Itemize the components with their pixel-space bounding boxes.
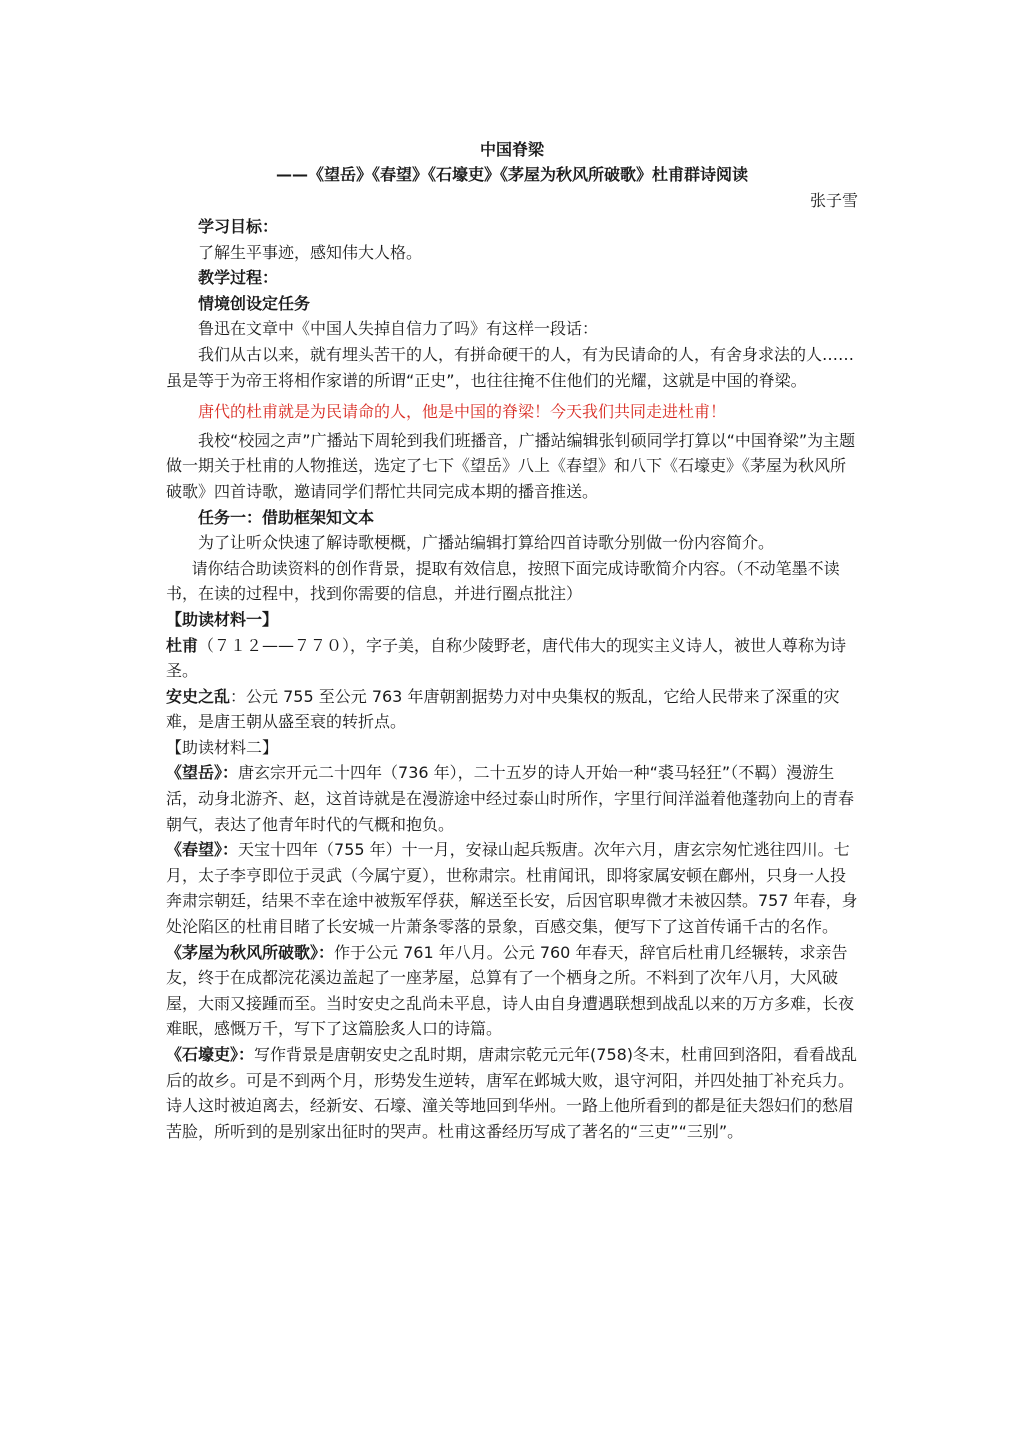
process-heading: 教学过程： — [198, 268, 279, 288]
goal-heading: 学习目标： — [198, 217, 279, 236]
task1-heading: 任务一：借助框架知文本 — [198, 507, 375, 527]
shihaoli-text: 写作背景是唐朝安史之乱时期，唐肃宗乾元元年(758)冬末，杜甫回到洛阳，看看战乱后的故乡。可是不到两个月，形势发生逆转，唐军在邺城大败，退守河阳，并四处抽丁补充兵力。诗人这时被迫离去，经新安、石壕、潼关等地回到华州。一路上他所看到的都是征夫怨妇们的愁眉苦脸，所听到的是别家出征时的哭声。杜甫这番经历写成了著名的“三吏”“三别”。 — [166, 1045, 858, 1141]
document-page — [166, 138, 858, 1144]
material2-item-wangyue — [166, 760, 858, 837]
anshi-text: ：公元 755 至公元 763 年唐朝割据势力对中央集权的叛乱，它给人民带来了深重的灾难，是唐王朝从盛至衰的转折点。 — [166, 686, 840, 732]
chunwang-term: 《春望》： — [166, 840, 239, 860]
material2-item-shihaoli — [166, 1042, 858, 1144]
material2-item-chunwang — [166, 837, 858, 939]
task1-instruction: 请你结合助读资料的创作背景，提取有效信息，按照下面完成诗歌简介内容。（不动笔墨不读书，在读的过程中，找到你需要的信息，并进行圈点批注） — [166, 558, 840, 604]
luxun-intro: 鲁迅在文章中《中国人失掉自信力了吗》有这样一段话： — [198, 319, 599, 339]
shihaoli-term: 《石壕吏》： — [166, 1045, 255, 1064]
material2-item-maowu — [166, 940, 858, 1042]
material2-heading: 【助读材料二】 — [166, 737, 279, 757]
wangyue-text: 唐玄宗开元二十四年（736 年），二十五岁的诗人开始一种“裘马轻狂”（不羁）漫游生活，动身北游齐、赵，这首诗就是在漫游途中经过泰山时所作，字里行间洋溢着他蓬勃向上的青春朝气，表达了他青年时代的气概和抱负。 — [166, 763, 855, 834]
task1-text: 为了让听众快速了解诗歌梗概，广播站编辑打算给四首诗歌分别做一份内容简介。 — [198, 533, 775, 553]
doc-author: 张子雪 — [809, 191, 858, 210]
material1-dufu — [166, 633, 858, 684]
luxun-quote: 我们从古以来，就有埋头苦干的人，有拼命硬干的人，有为民请命的人，有舍身求法的人……虽是等于为帝王将相作家谱的所谓“正史”，也往往掩不住他们的光耀，这就是中国的脊梁。 — [166, 344, 855, 390]
doc-subtitle: ——《望岳》《春望》《石壕吏》《茅屋为秋风所破歌》杜甫群诗阅读 — [275, 165, 748, 184]
chunwang-text: 天宝十四年（755 年）十一月，安禄山起兵叛唐。次年六月，唐玄宗匆忙逃往四川。七月，太子李亨即位于灵武（今属宁夏），世称肃宗。杜甫闻讯，即将家属安顿在鄜州，只身一人投奔肃宗朝廷，结果不幸在途中被叛军俘获，解送至长安，后因官职卑微才未被囚禁。757 年春，身处沦陷区的杜甫目睹了长安城一片萧条零落的景象，百感交集，便写下了这首传诵千古的名作。 — [166, 840, 858, 937]
doc-title: 中国脊梁 — [479, 140, 544, 159]
maowu-term: 《茅屋为秋风所破歌》： — [166, 942, 335, 962]
goal-text: 了解生平事迹，感知伟大人格。 — [198, 242, 423, 262]
material1-heading: 【助读材料一】 — [166, 609, 279, 629]
material1-anshi — [166, 684, 858, 735]
red-highlight-line: 唐代的杜甫就是为民请命的人，他是中国的脊梁！今天我们共同走进杜甫！ — [198, 402, 727, 422]
broadcast-paragraph: 我校“校园之声”广播站下周轮到我们班播音，广播站编辑张钊硕同学打算以“中国脊梁”为主题做一期关于杜甫的人物推送，选定了七下《望岳》八上《春望》和八下《石壕吏》《茅屋为秋风所破歌》四首诗歌，邀请同学们帮忙共同完成本期的播音推送。 — [166, 430, 856, 501]
anshi-term: 安史之乱 — [166, 686, 231, 706]
maowu-text: 作于公元 761 年八月。公元 760 年春天，辞官后杜甫几经辗转，求亲告友，终于在成都浣花溪边盖起了一座茅屋，总算有了一个栖身之所。不料到了次年八月，大风破屋，大雨又接踵而至。当时安史之乱尚未平息，诗人由自身遭遇联想到战乱以来的万方多难，长夜难眠，感慨万千，写下了这篇脍炙人口的诗篇。 — [166, 942, 855, 1039]
wangyue-term: 《望岳》： — [166, 763, 239, 783]
scenario-heading: 情境创设定任务 — [198, 293, 311, 313]
dufu-term: 杜甫 — [166, 635, 199, 655]
dufu-text: （７１２——７７０），字子美，自称少陵野老，唐代伟大的现实主义诗人，被世人尊称为诗圣。 — [166, 635, 847, 681]
